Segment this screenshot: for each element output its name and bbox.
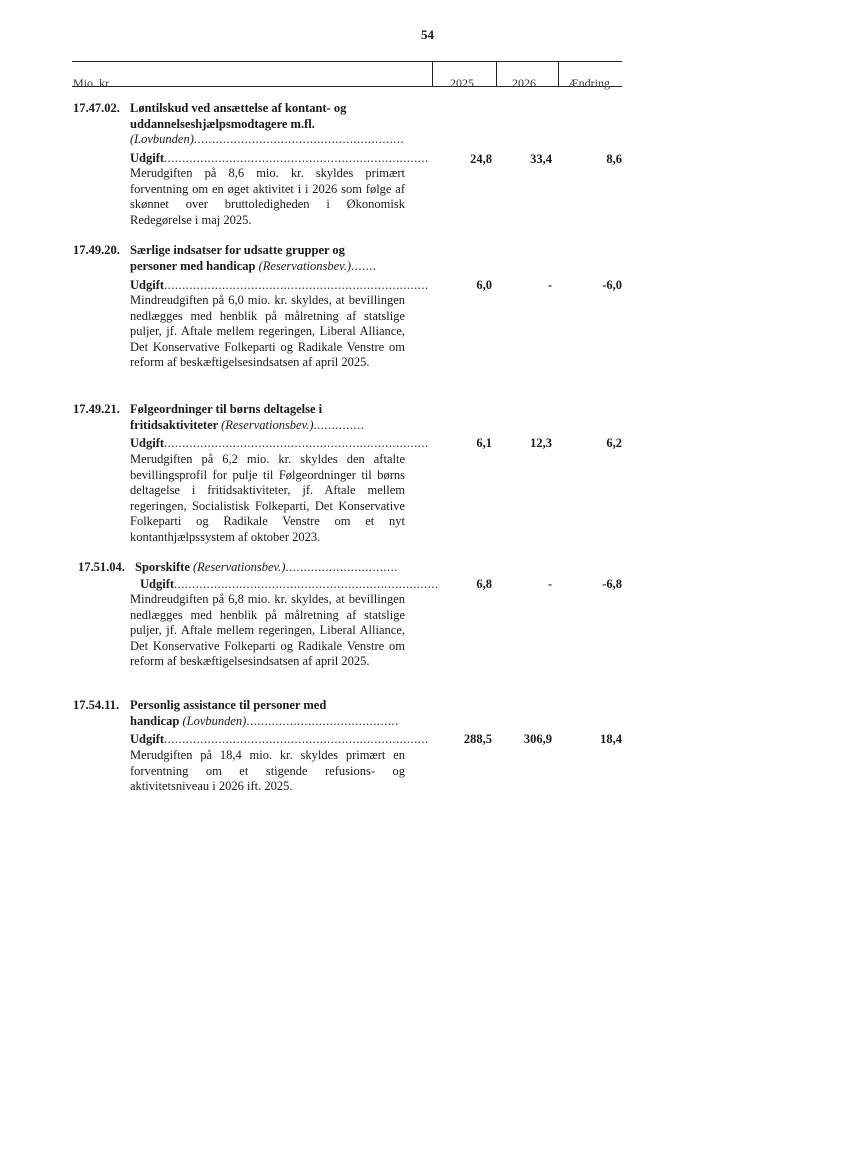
entry-title-line: Sporskifte <box>135 560 190 574</box>
value-2025: 6,0 <box>476 278 492 292</box>
entry-appropriation-type: (Reservationsbev.) <box>193 560 286 574</box>
entry-description: Mindreudgiften på 6,8 mio. kr. skyldes, at bevillingen nedlægges med henblik på målretning af statslige puljer, jf. Aftale mellem regeringen, Liberal Alliance, Det Konservative Folkeparti og Radikale Venstre om reform af beskæftigelsesindsatsen af april 2025. <box>130 592 405 669</box>
entry-description: Merudgiften på 8,6 mio. kr. skyldes primært forventning om en øget aktivitet i i 2026 som følge af skønnet over bruttoledigheden i Økonomisk Redegørelse i maj 2025. <box>130 166 405 227</box>
entry-description: Mindreudgiften på 6,0 mio. kr. skyldes, at bevillingen nedlægges med henblik på målretning af statslige puljer, jf. Aftale mellem regeringen, Liberal Alliance, Det Konservative Folkeparti og Radikale Venstre om reform af beskæftigelsesindsatsen af april 2025. <box>130 293 405 370</box>
column-header-change: Ændring <box>568 76 610 90</box>
value-change: 8,6 <box>606 152 622 166</box>
udgift-label: Udgift <box>130 278 165 292</box>
udgift-label: Udgift <box>130 732 165 746</box>
header-bottom-rule <box>72 86 622 87</box>
udgift-line: Udgift......................................................................... <box>130 436 429 450</box>
entry-title-line: Løntilskud ved ansættelse af kontant- og <box>130 101 347 115</box>
entry-title-line: uddannelseshjælpsmodtagere m.fl. <box>130 116 315 131</box>
value-2025: 6,8 <box>476 577 492 591</box>
entry-title-line: handicap <box>130 713 180 728</box>
value-change: -6,8 <box>602 577 622 591</box>
entry-title-line: Særlige indsatser for udsatte grupper og <box>130 243 345 257</box>
page-number: 54 <box>421 27 434 42</box>
entry-title: Særlige indsatser for udsatte grupper og personer med handicap (Reservationsbev.)....... <box>130 243 377 273</box>
entry-code: 17.54.11. <box>73 698 120 712</box>
entry-title: Løntilskud ved ansættelse af kontant- og uddannelseshjælpsmodtagere m.fl. (Lovbunden).......................................................... <box>130 101 405 146</box>
column-divider-3 <box>558 61 559 87</box>
value-2025: 288,5 <box>463 732 492 746</box>
value-2025: 24,8 <box>470 152 492 166</box>
entry-appropriation-type: (Reservationsbev.) <box>258 258 352 273</box>
entry-appropriation-type: (Reservationsbev.) <box>221 417 314 432</box>
udgift-line: Udgift......................................................................... <box>130 151 429 165</box>
entry-title-line: Følgeordninger til børns deltagelse i <box>130 402 323 416</box>
value-2026: 12,3 <box>530 436 552 450</box>
udgift-label: Udgift <box>130 436 165 450</box>
udgift-label: Udgift <box>130 151 165 165</box>
entry-title: Følgeordninger til børns deltagelse i fritidsaktiviteter (Reservationsbev.).............. <box>130 402 365 432</box>
entry-title-line: fritidsaktiviteter <box>130 417 218 432</box>
entry-title: Sporskifte (Reservationsbev.)............................... <box>135 560 398 574</box>
entry-code: 17.47.02. <box>73 101 120 115</box>
entry-appropriation-type: (Lovbunden) <box>182 713 247 728</box>
udgift-line: Udgift......................................................................... <box>130 732 429 746</box>
udgift-line: Udgift......................................................................... <box>140 577 439 591</box>
entry-appropriation-type: (Lovbunden) <box>130 132 194 146</box>
value-change: 18,4 <box>600 732 622 746</box>
entry-description: Merudgiften på 6,2 mio. kr. skyldes den aftalte bevillingsprofil for pulje til Følgeordninger til børns deltagelse i fritidsaktiviteter, jf. Aftale mellem regeringen, Socialistisk Folkeparti, Det Konservative Folkeparti og Radikale Venstre om et nyt kontanthjælpssystem af oktober 2023. <box>130 452 405 544</box>
value-change: -6,0 <box>602 278 622 292</box>
udgift-line: Udgift......................................................................... <box>130 278 429 292</box>
value-2026: - <box>547 577 552 591</box>
udgift-label: Udgift <box>140 577 175 591</box>
entry-code: 17.49.20. <box>73 243 120 257</box>
value-change: 6,2 <box>606 436 622 450</box>
entry-title-line: Personlig assistance til personer med <box>130 698 327 712</box>
value-2026: 33,4 <box>530 152 552 166</box>
header-top-rule <box>72 61 622 62</box>
value-2026: 306,9 <box>523 732 552 746</box>
entry-description: Merudgiften på 18,4 mio. kr. skyldes primært en forventning om et stigende refusions- og aktivitetsniveau i 2026 ift. 2025. <box>130 748 405 794</box>
unit-label: Mio. kr. <box>73 76 112 90</box>
column-divider-1 <box>432 61 433 87</box>
entry-code: 17.51.04. <box>78 560 125 574</box>
value-2025: 6,1 <box>476 436 492 450</box>
entry-title-line: personer med handicap <box>130 258 256 273</box>
value-2026: - <box>547 278 552 292</box>
column-header-2025: 2025 <box>450 76 474 90</box>
entry-code: 17.49.21. <box>73 402 120 416</box>
entry-title: Personlig assistance til personer med handicap (Lovbunden).......................................... <box>130 698 399 728</box>
column-header-2026: 2026 <box>512 76 536 90</box>
column-divider-2 <box>496 61 497 87</box>
